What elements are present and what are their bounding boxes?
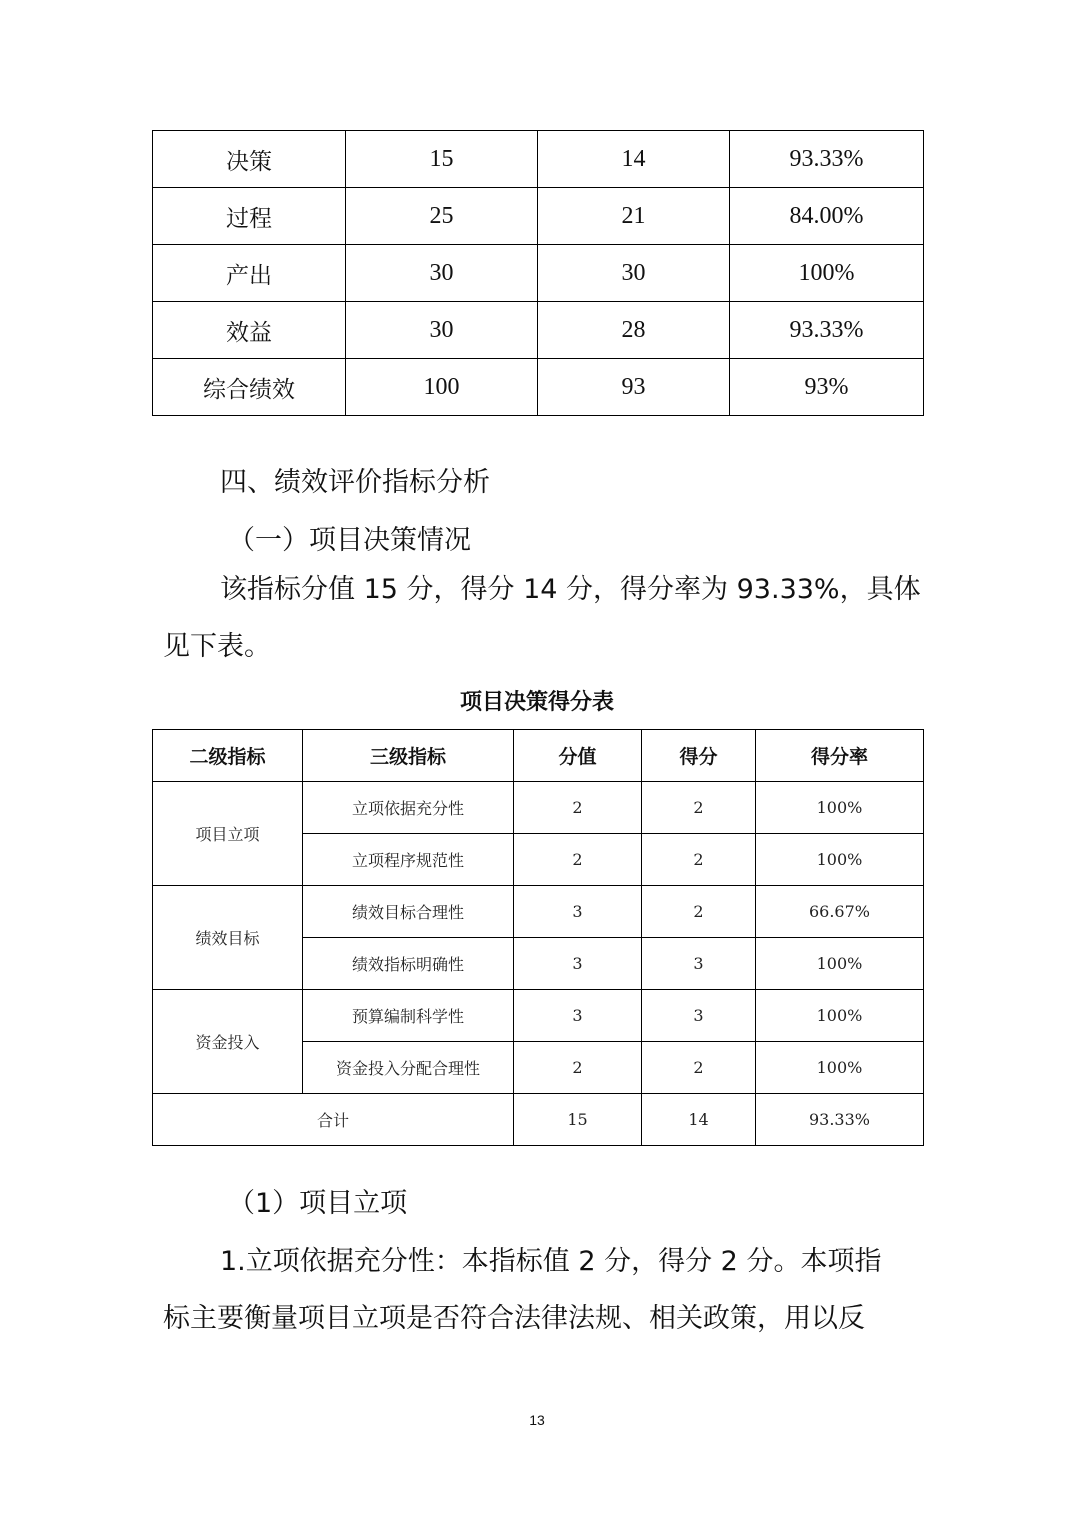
summary-score: 30 bbox=[538, 245, 730, 302]
column-header: 分值 bbox=[514, 730, 642, 782]
body-paragraph-line-1: 1.立项依据充分性：本指标值 2 分，得分 2 分。本项指 bbox=[220, 1246, 882, 1277]
indicator-rate: 100% bbox=[756, 1042, 924, 1094]
indicator-full-score: 3 bbox=[514, 886, 642, 938]
indicator-name: 预算编制科学性 bbox=[303, 990, 514, 1042]
summary-score: 93 bbox=[538, 359, 730, 416]
summary-label: 效益 bbox=[153, 302, 346, 359]
table-row bbox=[153, 302, 924, 359]
body-paragraph-line-2: 标主要衡量项目立项是否符合法律法规、相关政策，用以反 bbox=[163, 1303, 865, 1334]
table-row bbox=[153, 359, 924, 416]
indicator-name: 资金投入分配合理性 bbox=[303, 1042, 514, 1094]
table-total-row bbox=[153, 1094, 924, 1146]
indicator-score: 3 bbox=[642, 990, 756, 1042]
summary-score-table bbox=[152, 130, 924, 416]
summary-full-score: 30 bbox=[346, 302, 538, 359]
total-score: 14 bbox=[642, 1094, 756, 1146]
summary-score: 14 bbox=[538, 131, 730, 188]
summary-full-score: 15 bbox=[346, 131, 538, 188]
column-header: 三级指标 bbox=[303, 730, 514, 782]
indicator-full-score: 2 bbox=[514, 782, 642, 834]
summary-label: 产出 bbox=[153, 245, 346, 302]
indicator-rate: 66.67% bbox=[756, 886, 924, 938]
summary-label: 过程 bbox=[153, 188, 346, 245]
intro-paragraph-line-1: 该指标分值 15 分，得分 14 分，得分率为 93.33%，具体 bbox=[220, 574, 921, 605]
summary-score: 28 bbox=[538, 302, 730, 359]
table-row bbox=[153, 245, 924, 302]
indicator-rate: 100% bbox=[756, 834, 924, 886]
table-caption: 项目决策得分表 bbox=[459, 690, 614, 715]
indicator-score: 2 bbox=[642, 834, 756, 886]
column-header: 得分 bbox=[642, 730, 756, 782]
group-label: 绩效目标 bbox=[153, 886, 303, 990]
table-row bbox=[153, 131, 924, 188]
indicator-rate: 100% bbox=[756, 782, 924, 834]
indicator-full-score: 3 bbox=[514, 990, 642, 1042]
summary-label: 决策 bbox=[153, 131, 346, 188]
table-header-row bbox=[153, 730, 924, 782]
total-full-score: 15 bbox=[514, 1094, 642, 1146]
summary-full-score: 30 bbox=[346, 245, 538, 302]
table-row bbox=[153, 188, 924, 245]
indicator-name: 绩效指标明确性 bbox=[303, 938, 514, 990]
decision-score-table bbox=[152, 729, 924, 1146]
column-header: 得分率 bbox=[756, 730, 924, 782]
indicator-name: 立项依据充分性 bbox=[303, 782, 514, 834]
summary-rate: 93.33% bbox=[730, 302, 924, 359]
summary-full-score: 100 bbox=[346, 359, 538, 416]
indicator-rate: 100% bbox=[756, 938, 924, 990]
indicator-score: 2 bbox=[642, 782, 756, 834]
indicator-name: 绩效目标合理性 bbox=[303, 886, 514, 938]
summary-label: 综合绩效 bbox=[153, 359, 346, 416]
summary-full-score: 25 bbox=[346, 188, 538, 245]
indicator-name: 立项程序规范性 bbox=[303, 834, 514, 886]
summary-rate: 93% bbox=[730, 359, 924, 416]
indicator-score: 2 bbox=[642, 1042, 756, 1094]
summary-rate: 93.33% bbox=[730, 131, 924, 188]
intro-paragraph-line-2: 见下表。 bbox=[163, 631, 271, 662]
group-label: 项目立项 bbox=[153, 782, 303, 886]
indicator-rate: 100% bbox=[756, 990, 924, 1042]
total-label: 合计 bbox=[153, 1094, 514, 1146]
item-heading: （1）项目立项 bbox=[228, 1188, 408, 1219]
table-row bbox=[153, 782, 924, 834]
indicator-full-score: 3 bbox=[514, 938, 642, 990]
table-row bbox=[153, 886, 924, 938]
summary-rate: 84.00% bbox=[730, 188, 924, 245]
summary-score: 21 bbox=[538, 188, 730, 245]
indicator-full-score: 2 bbox=[514, 834, 642, 886]
section-heading: 四、绩效评价指标分析 bbox=[220, 467, 490, 498]
column-header: 二级指标 bbox=[153, 730, 303, 782]
indicator-full-score: 2 bbox=[514, 1042, 642, 1094]
indicator-score: 3 bbox=[642, 938, 756, 990]
summary-rate: 100% bbox=[730, 245, 924, 302]
indicator-score: 2 bbox=[642, 886, 756, 938]
table-row bbox=[153, 990, 924, 1042]
page-number: 13 bbox=[529, 1412, 545, 1428]
subsection-heading: （一）项目决策情况 bbox=[228, 525, 471, 556]
total-rate: 93.33% bbox=[756, 1094, 924, 1146]
group-label: 资金投入 bbox=[153, 990, 303, 1094]
